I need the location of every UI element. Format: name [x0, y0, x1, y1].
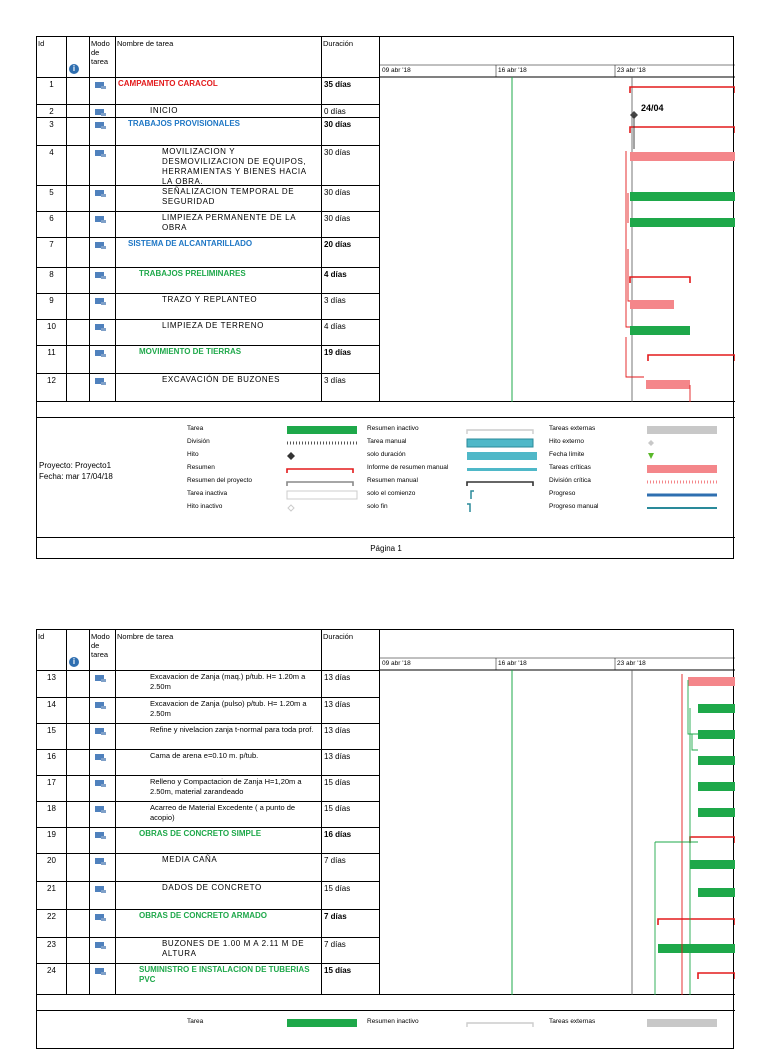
legend-label: solo fin	[367, 503, 388, 510]
legend-swatch	[287, 452, 295, 460]
info-cell	[67, 294, 90, 320]
info-cell	[67, 750, 90, 776]
task-name[interactable]: DADOS DE CONCRETO	[116, 882, 322, 910]
info-cell	[67, 212, 90, 238]
gantt-page-1	[36, 36, 734, 559]
task-mode	[90, 118, 116, 146]
legend-swatch	[287, 1019, 357, 1027]
legend-label: Tarea manual	[367, 438, 407, 445]
legend-label: Tarea inactiva	[187, 490, 228, 497]
auto-scheduled-icon	[95, 109, 104, 115]
task-name[interactable]: Refine y nivelacion zanja t-normal para toda prof.	[116, 724, 322, 750]
auto-scheduled-icon	[95, 832, 104, 838]
id-column-header: Id	[37, 37, 67, 77]
task-mode	[90, 698, 116, 724]
task-mode	[90, 78, 116, 105]
table-row[interactable]	[37, 345, 380, 374]
task-duration: 30 días	[322, 186, 380, 212]
timescale-label: 16 abr '18	[498, 67, 527, 74]
task-mode	[90, 828, 116, 854]
legend-swatch	[287, 482, 353, 486]
task-mode	[90, 750, 116, 776]
table-row[interactable]	[37, 185, 380, 212]
task-bar[interactable]	[630, 192, 735, 201]
legend-swatch	[647, 426, 717, 434]
task-duration: 7 días	[322, 854, 380, 882]
task-duration: 7 días	[322, 910, 380, 938]
table-row[interactable]	[37, 909, 380, 938]
task-name[interactable]: SUMINISTRO E INSTALACION DE TUBERIAS PVC	[116, 964, 322, 995]
dependency-link	[626, 337, 644, 377]
task-duration: 3 días	[322, 374, 380, 402]
summary-bar[interactable]	[630, 127, 735, 133]
auto-scheduled-icon	[95, 942, 104, 948]
dependency-link	[692, 734, 698, 750]
duration-column-header: Duración	[322, 37, 380, 77]
mode-column-header: Modo de tarea	[90, 37, 116, 77]
table-row[interactable]	[37, 267, 380, 294]
task-duration: 15 días	[322, 964, 380, 995]
task-bar[interactable]	[690, 860, 735, 869]
task-name[interactable]: INICIO	[116, 105, 322, 118]
task-id: 5	[37, 186, 67, 212]
legend-swatch	[647, 494, 717, 497]
task-mode	[90, 146, 116, 186]
page-footer: Página 1	[37, 537, 735, 560]
table-row[interactable]	[37, 801, 380, 828]
auto-scheduled-icon	[95, 272, 104, 278]
task-duration: 16 días	[322, 828, 380, 854]
task-id: 10	[37, 320, 67, 346]
info-column-header	[67, 37, 90, 77]
task-mode	[90, 320, 116, 346]
legend-swatch	[467, 452, 537, 460]
table-row[interactable]	[37, 117, 380, 146]
auto-scheduled-icon	[95, 858, 104, 864]
task-mode	[90, 268, 116, 294]
task-duration: 13 días	[322, 698, 380, 724]
task-id: 23	[37, 938, 67, 964]
task-duration: 13 días	[322, 724, 380, 750]
auto-scheduled-icon	[95, 122, 104, 128]
summary-bar[interactable]	[630, 277, 690, 283]
table-row[interactable]	[37, 881, 380, 910]
task-name[interactable]: TRAZO Y REPLANTEO	[116, 294, 322, 320]
task-mode	[90, 724, 116, 750]
table-row[interactable]	[37, 697, 380, 724]
task-name[interactable]: Cama de arena e=0.10 m. p/tub.	[116, 750, 322, 776]
task-name[interactable]: Relleno y Compactacion de Zanja H=1,20m a 2.50m, material zarandeado	[116, 776, 322, 802]
legend-swatch	[467, 468, 537, 471]
task-bar[interactable]	[698, 756, 735, 765]
info-cell	[67, 828, 90, 854]
auto-scheduled-icon	[95, 82, 104, 88]
table-row[interactable]	[37, 373, 380, 402]
task-id: 7	[37, 238, 67, 268]
legend-label: Resumen del proyecto	[187, 477, 253, 484]
legend-swatch	[287, 491, 357, 499]
task-id: 12	[37, 374, 67, 402]
task-id: 3	[37, 118, 67, 146]
legend	[37, 1010, 735, 1051]
task-id: 11	[37, 346, 67, 374]
table-header	[37, 630, 380, 670]
legend-swatch	[648, 440, 654, 446]
dependency-link	[688, 680, 698, 734]
legend-label: Resumen inactivo	[367, 425, 419, 432]
table-row[interactable]	[37, 77, 380, 105]
legend-label: Tareas críticas	[549, 464, 591, 471]
info-cell	[67, 320, 90, 346]
task-duration: 19 días	[322, 346, 380, 374]
timescale-label: 16 abr '18	[498, 660, 527, 667]
auto-scheduled-icon	[95, 350, 104, 356]
table-row[interactable]	[37, 319, 380, 346]
task-duration: 35 días	[322, 78, 380, 105]
task-id: 1	[37, 78, 67, 105]
auto-scheduled-icon	[95, 216, 104, 222]
task-id: 20	[37, 854, 67, 882]
task-name[interactable]: BUZONES DE 1.00 M A 2.11 M DE ALTURA	[116, 938, 322, 964]
info-column-header	[67, 630, 90, 670]
task-name[interactable]: LIMPIEZA DE TERRENO	[116, 320, 322, 346]
auto-scheduled-icon	[95, 378, 104, 384]
info-cell	[67, 964, 90, 995]
legend-label: División crítica	[549, 477, 591, 484]
task-name[interactable]: Acarreo de Material Excedente ( a punto de acopio)	[116, 802, 322, 828]
task-mode	[90, 964, 116, 995]
legend-swatch	[647, 1019, 717, 1027]
summary-bar[interactable]	[698, 973, 735, 979]
legend-label: Resumen inactivo	[367, 1018, 419, 1025]
info-cell	[67, 671, 90, 698]
task-duration: 13 días	[322, 750, 380, 776]
task-name[interactable]: OBRAS DE CONCRETO SIMPLE	[116, 828, 322, 854]
task-duration: 30 días	[322, 212, 380, 238]
legend-swatch	[287, 469, 353, 473]
info-cell	[67, 698, 90, 724]
name-column-header: Nombre de tarea	[116, 37, 322, 77]
task-mode	[90, 882, 116, 910]
info-cell	[67, 268, 90, 294]
table-row[interactable]	[37, 211, 380, 238]
task-id: 14	[37, 698, 67, 724]
info-cell	[67, 938, 90, 964]
task-duration: 30 días	[322, 118, 380, 146]
task-mode	[90, 802, 116, 828]
legend-label: Tarea	[187, 425, 204, 432]
auto-scheduled-icon	[95, 242, 104, 248]
project-name: Proyecto: Proyecto1	[39, 461, 112, 470]
info-cell	[67, 724, 90, 750]
legend-label: solo el comienzo	[367, 490, 416, 497]
project-date: Fecha: mar 17/04/18	[39, 472, 113, 481]
table-row[interactable]	[37, 670, 380, 698]
timescale-label: 09 abr '18	[382, 660, 411, 667]
auto-scheduled-icon	[95, 298, 104, 304]
auto-scheduled-icon	[95, 675, 104, 681]
task-name[interactable]: Excavacion de Zanja (maq.) p/tub. H= 1.20m a 2.50m	[116, 671, 322, 698]
table-row[interactable]	[37, 937, 380, 964]
table-row[interactable]	[37, 749, 380, 776]
task-id: 18	[37, 802, 67, 828]
task-bar[interactable]	[658, 944, 735, 953]
table-row[interactable]	[37, 963, 380, 995]
legend-label: Fecha límite	[549, 451, 585, 458]
task-name[interactable]: EXCAVACIÓN DE BUZONES	[116, 374, 322, 402]
critical-task-bar[interactable]	[688, 677, 735, 686]
legend-label: Informe de resumen manual	[367, 464, 449, 471]
gantt-chart-area	[380, 37, 735, 402]
task-id: 17	[37, 776, 67, 802]
empty-row	[37, 994, 735, 1011]
task-duration: 15 días	[322, 802, 380, 828]
legend-swatch	[647, 465, 717, 473]
duration-column-header: Duración	[322, 630, 380, 670]
info-cell	[67, 374, 90, 402]
info-cell	[67, 118, 90, 146]
task-name[interactable]: CAMPAMENTO CARACOL	[116, 78, 322, 105]
gantt-bars	[380, 37, 735, 402]
auto-scheduled-icon	[95, 702, 104, 708]
task-duration: 15 días	[322, 882, 380, 910]
auto-scheduled-icon	[95, 968, 104, 974]
legend-label: Progreso manual	[549, 503, 599, 510]
legend-swatch	[467, 430, 533, 434]
task-name[interactable]: Excavacion de Zanja (pulso) p/tub. H= 1.20m a 2.50m	[116, 698, 322, 724]
task-duration: 30 días	[322, 146, 380, 186]
task-bar[interactable]	[630, 326, 690, 335]
task-id: 24	[37, 964, 67, 995]
task-mode	[90, 294, 116, 320]
info-cell	[67, 186, 90, 212]
task-id: 13	[37, 671, 67, 698]
task-bar[interactable]	[698, 808, 735, 817]
legend-swatch	[467, 482, 533, 486]
info-cell	[67, 776, 90, 802]
table-row[interactable]	[37, 853, 380, 882]
summary-bar[interactable]	[658, 919, 735, 925]
task-name[interactable]: MOVILIZACION Y DESMOVILIZACION DE EQUIPOS, HERRAMIENTAS Y BIENES HACIA LA OBRA.	[116, 146, 322, 186]
legend-label: Hito externo	[549, 438, 585, 445]
name-column-header: Nombre de tarea	[116, 630, 322, 670]
info-cell	[67, 146, 90, 186]
task-name[interactable]: TRABAJOS PRELIMINARES	[116, 268, 322, 294]
legend-swatch	[467, 439, 533, 447]
task-duration: 4 días	[322, 320, 380, 346]
info-cell	[67, 78, 90, 105]
legend-label: Hito	[187, 451, 199, 458]
critical-task-bar[interactable]	[646, 380, 690, 389]
task-id: 8	[37, 268, 67, 294]
task-id: 19	[37, 828, 67, 854]
task-id: 4	[37, 146, 67, 186]
task-id: 9	[37, 294, 67, 320]
legend-label: Tarea	[187, 1018, 204, 1025]
task-bar[interactable]	[698, 888, 735, 897]
table-header	[37, 37, 380, 77]
task-bar[interactable]	[698, 782, 735, 791]
info-cell	[67, 854, 90, 882]
task-mode	[90, 212, 116, 238]
legend-label: Tareas externas	[549, 1018, 596, 1025]
task-duration: 13 días	[322, 671, 380, 698]
task-id: 21	[37, 882, 67, 910]
table-row[interactable]	[37, 237, 380, 268]
legend-swatch	[467, 504, 470, 512]
auto-scheduled-icon	[95, 806, 104, 812]
info-icon: i	[69, 657, 79, 667]
task-mode	[90, 346, 116, 374]
legend-label: solo duración	[367, 451, 406, 458]
auto-scheduled-icon	[95, 914, 104, 920]
legend-label: Progreso	[549, 490, 576, 497]
task-name[interactable]: LIMPIEZA PERMANENTE DE LA OBRA	[116, 212, 322, 238]
task-name[interactable]: MOVIMIENTO DE TIERRAS	[116, 346, 322, 374]
summary-bar[interactable]	[648, 355, 735, 361]
task-id: 22	[37, 910, 67, 938]
milestone-date-label: 24/04	[641, 103, 664, 113]
legend-swatch	[471, 491, 474, 499]
task-mode	[90, 238, 116, 268]
legend-swatch	[287, 426, 357, 434]
task-name[interactable]: MEDIA CAÑA	[116, 854, 322, 882]
legend-label: Resumen manual	[367, 477, 418, 484]
task-duration: 15 días	[322, 776, 380, 802]
task-duration: 4 días	[322, 268, 380, 294]
id-column-header: Id	[37, 630, 67, 670]
empty-row	[37, 401, 735, 418]
info-icon: i	[69, 64, 79, 74]
task-id: 2	[37, 105, 67, 118]
legend-swatches	[37, 1011, 735, 1051]
task-mode	[90, 938, 116, 964]
task-mode	[90, 910, 116, 938]
task-name[interactable]: SEÑALIZACION TEMPORAL DE SEGURIDAD	[116, 186, 322, 212]
critical-task-bar[interactable]	[630, 152, 735, 161]
dependency-link	[628, 249, 630, 301]
timescale-label: 23 abr '18	[617, 67, 646, 74]
legend-swatch	[288, 505, 294, 511]
auto-scheduled-icon	[95, 754, 104, 760]
legend-label: Hito inactivo	[187, 503, 223, 510]
legend-swatch	[647, 507, 717, 509]
info-cell	[67, 882, 90, 910]
auto-scheduled-icon	[95, 886, 104, 892]
table-row[interactable]	[37, 827, 380, 854]
task-duration: 3 días	[322, 294, 380, 320]
task-bar[interactable]	[698, 730, 735, 739]
gantt-chart-area	[380, 630, 735, 995]
task-mode	[90, 671, 116, 698]
task-mode	[90, 776, 116, 802]
mode-column-header: Modo de tarea	[90, 630, 116, 670]
timescale-label: 09 abr '18	[382, 67, 411, 74]
task-name[interactable]: OBRAS DE CONCRETO ARMADO	[116, 910, 322, 938]
task-id: 6	[37, 212, 67, 238]
timescale-label: 23 abr '18	[617, 660, 646, 667]
legend-swatch	[648, 453, 654, 459]
table-row[interactable]	[37, 104, 380, 118]
gantt-bars	[380, 630, 735, 995]
task-bar[interactable]	[698, 704, 735, 713]
auto-scheduled-icon	[95, 324, 104, 330]
task-bar[interactable]	[630, 218, 735, 227]
info-cell	[67, 238, 90, 268]
legend-label: Resumen	[187, 464, 215, 471]
task-name[interactable]: SISTEMA DE ALCANTARILLADO	[116, 238, 322, 268]
task-mode	[90, 186, 116, 212]
task-id: 15	[37, 724, 67, 750]
task-duration: 0 días	[322, 105, 380, 118]
table-row[interactable]	[37, 723, 380, 750]
task-duration: 20 días	[322, 238, 380, 268]
task-id: 16	[37, 750, 67, 776]
legend-label: Tareas externas	[549, 425, 596, 432]
auto-scheduled-icon	[95, 150, 104, 156]
table-row[interactable]	[37, 775, 380, 802]
task-mode	[90, 374, 116, 402]
table-row[interactable]	[37, 293, 380, 320]
info-cell	[67, 802, 90, 828]
critical-task-bar[interactable]	[630, 300, 674, 309]
gantt-page-2	[36, 629, 734, 1049]
task-name[interactable]: TRABAJOS PROVISIONALES	[116, 118, 322, 146]
auto-scheduled-icon	[95, 728, 104, 734]
legend-label: División	[187, 438, 210, 445]
info-cell	[67, 910, 90, 938]
task-mode	[90, 854, 116, 882]
task-duration: 7 días	[322, 938, 380, 964]
legend	[37, 417, 735, 535]
auto-scheduled-icon	[95, 780, 104, 786]
table-row[interactable]	[37, 145, 380, 186]
info-cell	[67, 346, 90, 374]
summary-bar[interactable]	[630, 87, 735, 93]
auto-scheduled-icon	[95, 190, 104, 196]
